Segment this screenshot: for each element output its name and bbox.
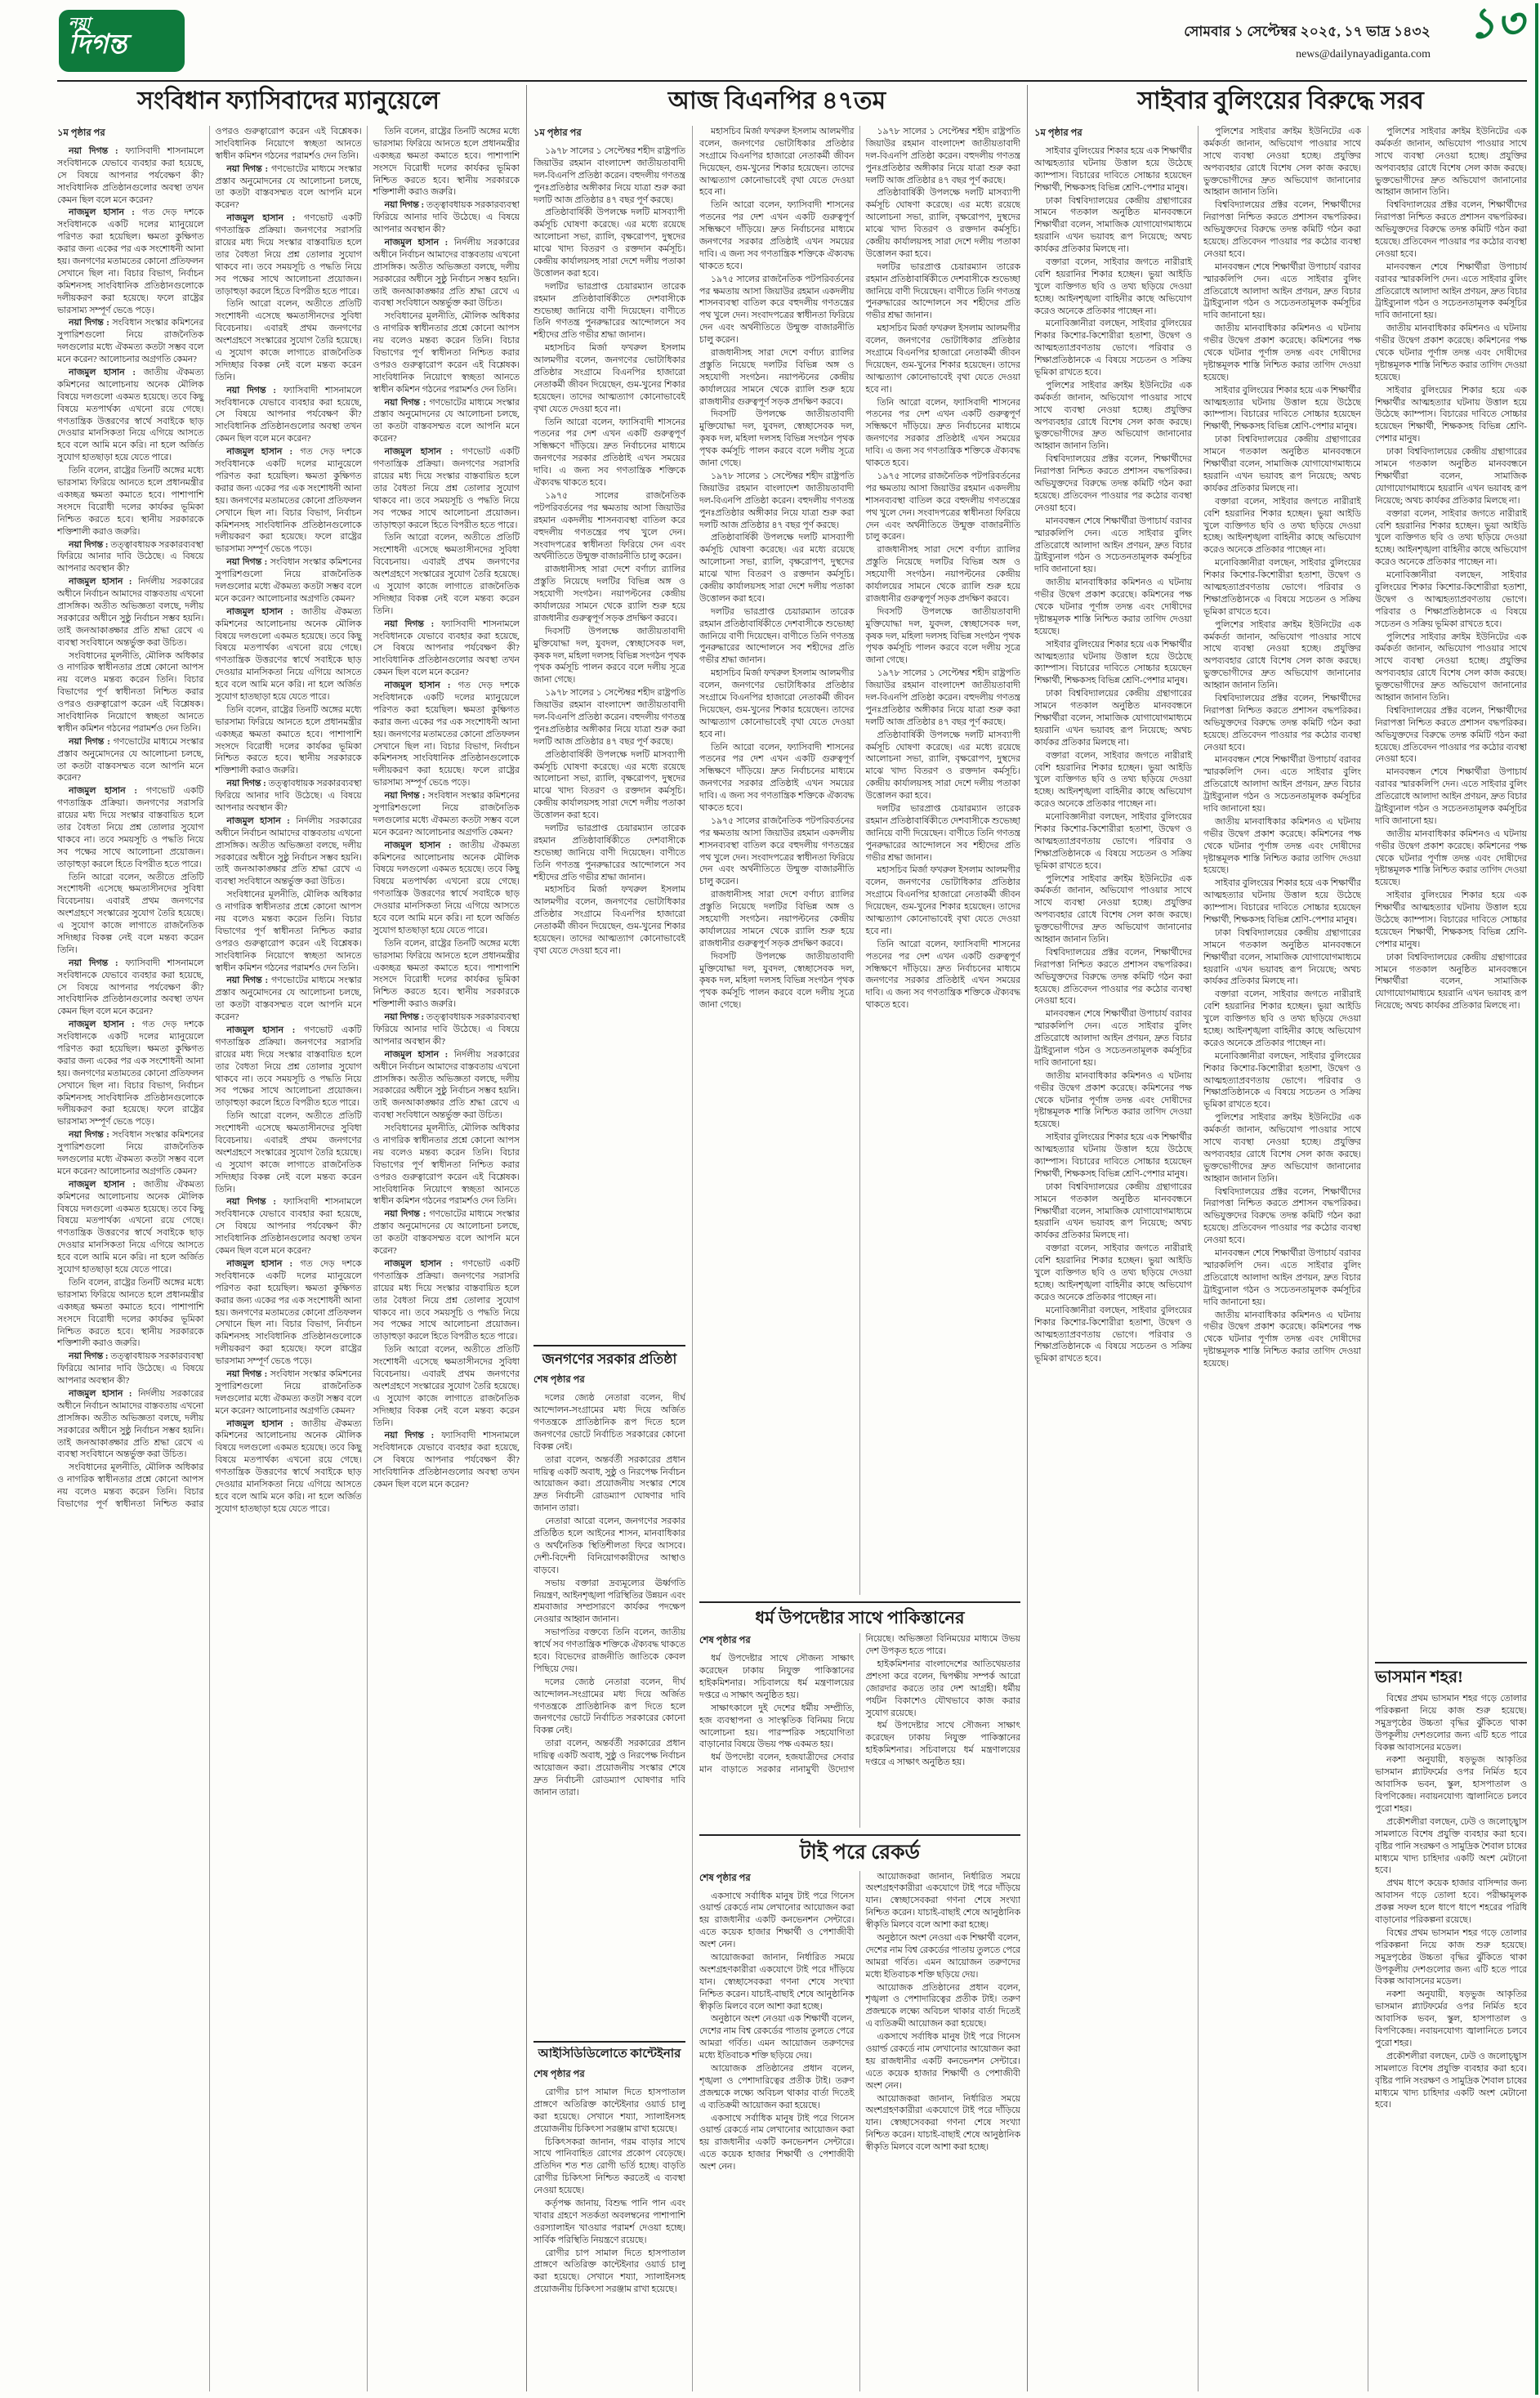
- constitution-text: [57, 126, 520, 1516]
- paragraph: নাজমুল হাসান : জাতীয় ঐকমত্য কমিশনের আলোচনায় অনেক মৌলিক বিষয়ে দলগুলো একমত হয়েছে। তবে কিছু বিষয়ে মতপার্থক্য এখনো রয়ে গেছে। গণতান্ত্রিক উত্তরণের স্বার্থে সবাইকে ছাড় দেওয়ার মানসিকতা নিয়ে এগিয়ে আসতে হবে বলে আমি মনে করি। না হলে অর্জিত সুযোগ হাতছাড়া হয়ে যেতে পারে।: [215, 606, 362, 702]
- paragraph: ঢাকা বিশ্ববিদ্যালয়ের কেন্দ্রীয় গ্রন্থাগারের সামনে গতকাল অনুষ্ঠিত মানববন্ধনে শিক্ষার্থীরা বলেন, সামাজিক যোগাযোগমাধ্যমে হয়রানি এখন ভয়াবহ রূপ নিয়েছে; অথচ কার্যকর প্রতিকার মিলছে না।: [1203, 927, 1361, 987]
- article-floating-city: [1375, 1662, 1527, 2391]
- speaker-label: নয়া দিগন্ত :: [69, 736, 114, 747]
- paragraph: দিবসটি উপলক্ষে জাতীয়তাবাদী মুক্তিযোদ্ধা দল, যুবদল, স্বেচ্ছাসেবক দল, কৃষক দল, মহিলা দলসহ বিভিন্ন সংগঠন পৃথক পৃথক কর্মসূচি পালন করবে বলে দলীয় সূত্রে জানা গেছে।: [699, 409, 855, 469]
- paragraph: দলটির ভারপ্রাপ্ত চেয়ারম্যান তারেক রহমান প্রতিষ্ঠাবার্ষিকীতে দেশবাসীকে শুভেচ্ছা জানিয়ে বাণী দিয়েছেন। বাণীতে তিনি গণতন্ত্র পুনরুদ্ধারের আন্দোলনে সব শহীদের প্রতি গভীর শ্রদ্ধা জানান।: [533, 281, 685, 341]
- paragraph: নয়া দিগন্ত : ফ্যাসিবাদী শাসনামলে সংবিধানকে যেভাবে ব্যবহার করা হয়েছে, সে বিষয়ে আপনার পর্যবেক্ষণ কী? সাংবিধানিক প্রতিষ্ঠানগুলোর অবস্থা তখন কেমন ছিল বলে মনে করেন?: [373, 618, 520, 678]
- paragraph: মানববন্ধন শেষে শিক্ষার্থীরা উপাচার্য বরাবর স্মারকলিপি দেন। এতে সাইবার বুলিং প্রতিরোধে আলাদা আইন প্রণয়ন, দ্রুত বিচার ট্রাইব্যুনাল গঠন ও সচেতনতামূলক কর্মসূচির দাবি জানানো হয়।: [1203, 755, 1361, 814]
- right-columns-1-2: [1034, 126, 1361, 2391]
- paragraph: পুলিশের সাইবার ক্রাইম ইউনিটের এক কর্মকর্তা জানান, অভিযোগ পাওয়ার সাথে সাথে ব্যবস্থা নেওয়া হচ্ছে। প্রযুক্তির অপব্যবহার রোধে বিশেষ সেল কাজ করছে। ভুক্তভোগীদের দ্রুত অভিযোগ জানানোর আহ্বান জানান তিনি।: [1375, 632, 1527, 703]
- paragraph: নয়া দিগন্ত : তত্ত্বাবধায়ক সরকারব্যবস্থা ফিরিয়ে আনার দাবি উঠেছে। এ বিষয়ে আপনার অবস্থান কী?: [215, 779, 362, 813]
- paragraph: তিনি আরো বলেন, ফ্যাসিবাদী শাসনের পতনের পর দেশ এখন একটি গুরুত্বপূর্ণ সন্ধিক্ষণে দাঁড়িয়ে। দ্রুত নির্বাচনের মাধ্যমে জনগণের সরকার প্রতিষ্ঠাই এখন সময়ের দাবি। এ জন্য সব গণতান্ত্রিক শক্তিকে ঐক্যবদ্ধ থাকতে হবে।: [699, 742, 855, 813]
- floating-city-body: [1375, 1693, 1527, 2391]
- continued-from-notice: শেষ পৃষ্ঠার পর: [699, 1873, 751, 1883]
- speaker-label: নাজমুল হাসান :: [69, 368, 144, 378]
- paragraph: মানববন্ধন শেষে শিক্ষার্থীরা উপাচার্য বরাবর স্মারকলিপি দেন। এতে সাইবার বুলিং প্রতিরোধে আলাদা আইন প্রণয়ন, দ্রুত বিচার ট্রাইব্যুনাল গঠন ও সচেতনতামূলক কর্মসূচির দাবি জানানো হয়।: [1375, 261, 1527, 321]
- article-tie-record: [699, 1834, 1020, 2391]
- speaker-label: নয়া দিগন্ত :: [384, 200, 426, 211]
- paragraph: নয়া দিগন্ত : ফ্যাসিবাদী শাসনামলে সংবিধানকে যেভাবে ব্যবহার করা হয়েছে, সে বিষয়ে আপনার পর্যবেক্ষণ কী? সাংবিধানিক প্রতিষ্ঠানগুলোর অবস্থা তখন কেমন ছিল বলে মনে করেন?: [57, 958, 204, 1017]
- speaker-label: নয়া দিগন্ত :: [69, 1130, 113, 1141]
- paragraph: নয়া দিগন্ত : ফ্যাসিবাদী শাসনামলে সংবিধানকে যেভাবে ব্যবহার করা হয়েছে, সে বিষয়ে আপনার পর্যবেক্ষণ কী? সাংবিধানিক প্রতিষ্ঠানগুলোর অবস্থা তখন কেমন ছিল বলে মনে করেন?: [373, 1431, 520, 1489]
- continued-from-notice: ১ম পৃষ্ঠার পর: [533, 128, 582, 138]
- paragraph: তিনি আরো বলেন, ফ্যাসিবাদী শাসনের পতনের পর দেশ এখন একটি গুরুত্বপূর্ণ সন্ধিক্ষণে দাঁড়িয়ে। দ্রুত নির্বাচনের মাধ্যমে জনগণের সরকার প্রতিষ্ঠাই এখন সময়ের দাবি। এ জন্য সব গণতান্ত্রিক শক্তিকে ঐক্যবদ্ধ থাকতে হবে।: [533, 417, 685, 489]
- logo-text-bottom: দিগন্ত: [69, 30, 127, 60]
- paragraph: ১৯৭৮ সালের ১ সেপ্টেম্বর শহীদ রাষ্ট্রপতি জিয়াউর রহমান বাংলাদেশ জাতীয়তাবাদী দল-বিএনপি প্রতিষ্ঠা করেন। বহুদলীয় গণতন্ত্র পুনঃপ্রতিষ্ঠার অঙ্গীকার নিয়ে যাত্রা শুরু করা দলটি আজ প্রতিষ্ঠার ৪৭ বছর পূর্ণ করছে।: [533, 688, 685, 747]
- paragraph: প্রতিষ্ঠাবার্ষিকী উপলক্ষে দলটি মাসব্যাপী কর্মসূচি ঘোষণা করেছে। এর মধ্যে রয়েছে আলোচনা সভা, র‌্যালি, বৃক্ষরোপণ, দুস্থদের মাঝে খাদ্য বিতরণ ও রক্তদান কর্মসূচি। কেন্দ্রীয় কার্যালয়সহ সারা দেশে দলীয় পতাকা উত্তোলন করা হবে।: [865, 730, 1020, 802]
- paragraph: মনোবিজ্ঞানীরা বলছেন, সাইবার বুলিংয়ের শিকার কিশোর-কিশোরীরা হতাশা, উদ্বেগ ও আত্মহত্যাপ্রবণতায় ভোগে। পরিবার ও শিক্ষাপ্রতিষ্ঠানকে এ বিষয়ে সচেতন ও সক্রিয় ভূমিকা রাখতে হবে।: [1034, 812, 1192, 871]
- continued-from-notice: শেষ পৃষ্ঠার পর: [533, 2070, 585, 2079]
- paragraph: হাইকমিশনার বাংলাদেশের আতিথেয়তার প্রশংসা করে বলেন, দ্বিপক্ষীয় সম্পর্ক আরো জোরদার করতে তার দেশ আগ্রহী। ধর্মীয় পর্যটন বিকাশেও যৌথভাবে কাজ করার সুযোগ রয়েছে।: [865, 1659, 1020, 1718]
- cyber-body-col3: [1375, 126, 1527, 1655]
- page-edge-bar: [1535, 3, 1538, 2395]
- speaker-label: নয়া দিগন্ত :: [69, 318, 113, 328]
- paragraph: প্রথম ধাপে কয়েক হাজার বাসিন্দার জন্য আবাসন গড়ে তোলা হবে। পরীক্ষামূলক প্রকল্প সফল হলে ধাপে ধাপে শহরের পরিধি বাড়ানোর পরিকল্পনা রয়েছে।: [1375, 1878, 1527, 1926]
- paragraph: সাইবার বুলিংয়ের শিকার হয়ে এক শিক্ষার্থীর আত্মহত্যার ঘটনায় উত্তাল হয়ে উঠেছে ক্যাম্পাস। বিচারের দাবিতে সোচ্চার হয়েছেন শিক্ষার্থী, শিক্ষকসহ বিভিন্ন শ্রেণি-পেশার মানুষ।: [1375, 891, 1527, 949]
- paragraph: নাজমুল হাসান : নির্দলীয় সরকারের অধীনে নির্বাচন আমাদের বাস্তবতায় এখনো প্রাসঙ্গিক। অতীত অভিজ্ঞতা বলছে, দলীয় সরকারের অধীনে সুষ্ঠু নির্বাচন সম্ভব হয়নি। তাই জনআকাঙ্ক্ষার প্রতি শ্রদ্ধা রেখে এ ব্যবস্থা সংবিধানে অন্তর্ভুক্ত করা উচিত।: [373, 238, 520, 309]
- paragraph: নাজমুল হাসান : নির্দলীয় সরকারের অধীনে নির্বাচন আমাদের বাস্তবতায় এখনো প্রাসঙ্গিক। অতীত অভিজ্ঞতা বলছে, দলীয় সরকারের অধীনে সুষ্ঠু নির্বাচন সম্ভব হয়নি। তাই জনআকাঙ্ক্ষার প্রতি শ্রদ্ধা রেখে এ ব্যবস্থা সংবিধানে অন্তর্ভুক্ত করা উচিত।: [373, 1049, 520, 1121]
- paragraph: নয়া দিগন্ত : সংবিধান সংস্কার কমিশনের সুপারিশগুলো নিয়ে রাজনৈতিক দলগুলোর মধ্যে ঐকমত্য কতটা সম্ভব বলে মনে করেন? আলোচনার অগ্রগতি কেমন?: [215, 1369, 362, 1416]
- paragraph: রোগীর চাপ সামাল দিতে হাসপাতাল প্রাঙ্গণে অতিরিক্ত কান্টেইনার ওয়ার্ড চালু করা হয়েছে। সেখানে শয্যা, স্যালাইনসহ প্রয়োজনীয় চিকিৎসা সরঞ্জাম রাখা হয়েছে।: [533, 2088, 685, 2134]
- paragraph: মনোবিজ্ঞানীরা বলছেন, সাইবার বুলিংয়ের শিকার কিশোর-কিশোরীরা হতাশা, উদ্বেগ ও আত্মহত্যাপ্রবণতায় ভোগে। পরিবার ও শিক্ষাপ্রতিষ্ঠানকে এ বিষয়ে সচেতন ও সক্রিয় ভূমিকা রাখতে হবে।: [1034, 319, 1192, 378]
- paragraph: তিনি আরো বলেন, অতীতে প্রতিটি সংশোধনী এসেছে ক্ষমতাসীনদের সুবিধা বিবেচনায়। এবারই প্রথম জনগণের অংশগ্রহণে সংস্কারের সুযোগ তৈরি হয়েছে। এ সুযোগ কাজে লাগাতে রাজনৈতিক সদিচ্ছার বিকল্প নেই বলে মন্তব্য করেন তিনি।: [373, 533, 520, 616]
- paragraph: অনুষ্ঠানে অংশ নেওয়া এক শিক্ষার্থী বলেন, দেশের নাম বিশ্ব রেকর্ডের পাতায় তুলতে পেরে আমরা গর্বিত। এমন আয়োজন তরুণদের মধ্যে ইতিবাচক শক্তি ছড়িয়ে দেয়।: [865, 1932, 1020, 1980]
- paragraph: ঢাকা বিশ্ববিদ্যালয়ের কেন্দ্রীয় গ্রন্থাগারের সামনে গতকাল অনুষ্ঠিত মানববন্ধনে শিক্ষার্থীরা বলেন, সামাজিক যোগাযোগমাধ্যমে হয়রানি এখন ভয়াবহ রূপ নিয়েছে; অথচ কার্যকর প্রতিকার মিলছে না।: [1203, 435, 1361, 493]
- speaker-label: নয়া দিগন্ত :: [226, 976, 272, 986]
- paragraph: মনোবিজ্ঞানীরা বলছেন, সাইবার বুলিংয়ের শিকার কিশোর-কিশোরীরা হতাশা, উদ্বেগ ও আত্মহত্যাপ্রবণতায় ভোগে। পরিবার ও শিক্ষাপ্রতিষ্ঠানকে এ বিষয়ে সচেতন ও সক্রিয় ভূমিকা রাখতে হবে।: [1203, 558, 1361, 617]
- headline-tie-record: টাই পরে রেকর্ড: [800, 1842, 920, 1864]
- paragraph: নাজমুল হাসান : নির্দলীয় সরকারের অধীনে নির্বাচন আমাদের বাস্তবতায় এখনো প্রাসঙ্গিক। অতীত অভিজ্ঞতা বলছে, দলীয় সরকারের অধীনে সুষ্ঠু নির্বাচন সম্ভব হয়নি। তাই জনআকাঙ্ক্ষার প্রতি শ্রদ্ধা রেখে এ ব্যবস্থা সংবিধানে অন্তর্ভুক্ত করা উচিত।: [215, 815, 362, 887]
- paragraph: তিনি আরো বলেন, ফ্যাসিবাদী শাসনের পতনের পর দেশ এখন একটি গুরুত্বপূর্ণ সন্ধিক্ষণে দাঁড়িয়ে। দ্রুত নির্বাচনের মাধ্যমে জনগণের সরকার প্রতিষ্ঠাই এখন সময়ের দাবি। এ জন্য সব গণতান্ত্রিক শক্তিকে ঐক্যবদ্ধ থাকতে হবে।: [699, 200, 855, 271]
- middle-column-1: [533, 126, 685, 2391]
- headline-cyber-bullying: সাইবার বুলিংয়ের বিরুদ্ধে সরব: [1137, 87, 1424, 114]
- section-divider: [526, 85, 527, 2391]
- religion-pakistan-body: [699, 1633, 1020, 1828]
- article-peoples-govt: [533, 1345, 685, 2034]
- paragraph: বক্তারা বলেন, সাইবার জগতে নারীরাই বেশি হয়রানির শিকার হচ্ছেন। ভুয়া আইডি খুলে ব্যক্তিগত ছবি ও তথ্য ছড়িয়ে দেওয়া হচ্ছে। আইনশৃঙ্খলা বাহিনীর কাছে অভিযোগ করেও অনেকে প্রতিকার পাচ্ছেন না।: [1034, 1244, 1192, 1302]
- paragraph: নয়া দিগন্ত : গণভোটের মাধ্যমে সংস্কার প্রস্তাব অনুমোদনের যে আলোচনা চলছে, তা কতটা বাস্তবসম্মত বলে আপনি মনে করেন?: [373, 397, 520, 444]
- paragraph: বিশ্ববিদ্যালয়ের প্রক্টর বলেন, শিক্ষার্থীদের নিরাপত্তা নিশ্চিত করতে প্রশাসন বদ্ধপরিকর। অভিযুক্তদের বিরুদ্ধে তদন্ত কমিটি গঠন করা হয়েছে। প্রতিবেদন পাওয়ার পর কঠোর ব্যবস্থা নেওয়া হবে।: [1034, 947, 1192, 1007]
- paragraph: নাজমুল হাসান : জাতীয় ঐকমত্য কমিশনের আলোচনায় অনেক মৌলিক বিষয়ে দলগুলো একমত হয়েছে। তবে কিছু বিষয়ে মতপার্থক্য এখনো রয়ে গেছে। গণতান্ত্রিক উত্তরণের স্বার্থে সবাইকে ছাড় দেওয়ার মানসিকতা নিয়ে এগিয়ে আসতে হবে বলে আমি মনে করি। না হলে অর্জিত সুযোগ হাতছাড়া হয়ে যেতে পারে।: [215, 1418, 362, 1514]
- section-divider: [1027, 85, 1028, 2391]
- continued-from-notice: ১ম পৃষ্ঠার পর: [1034, 128, 1082, 138]
- paragraph: আয়োজকরা জানান, নির্ধারিত সময়ে অংশগ্রহণকারীরা একযোগে টাই পরে দাঁড়িয়ে যান। স্বেচ্ছাসেবকরা গণনা শেষে সংখ্যা নিশ্চিত করেন। যাচাই-বাছাই শেষে আনুষ্ঠানিক স্বীকৃতি মিলবে বলে আশা করা হচ্ছে।: [699, 1952, 855, 2012]
- paragraph: ধর্ম উপদেষ্টা বলেন, হজযাত্রীদের সেবার মান বাড়াতে সরকার নানামুখী উদ্যোগ নিয়েছে। অভিজ্ঞতা বিনিময়ের মাধ্যমে উভয় দেশ উপকৃত হতে পারে।: [699, 1634, 1020, 1775]
- speaker-label: নাজমুল হাসান :: [384, 1258, 462, 1269]
- paragraph: মনোবিজ্ঞানীরা বলছেন, সাইবার বুলিংয়ের শিকার কিশোর-কিশোরীরা হতাশা, উদ্বেগ ও আত্মহত্যাপ্রবণতায় ভোগে। পরিবার ও শিক্ষাপ্রতিষ্ঠানকে এ বিষয়ে সচেতন ও সক্রিয় ভূমিকা রাখতে হবে।: [1203, 1051, 1361, 1110]
- speaker-label: নয়া দিগন্ত :: [226, 557, 270, 568]
- paragraph: বিশ্ববিদ্যালয়ের প্রক্টর বলেন, শিক্ষার্থীদের নিরাপত্তা নিশ্চিত করতে প্রশাসন বদ্ধপরিকর। অভিযুক্তদের বিরুদ্ধে তদন্ত কমিটি গঠন করা হয়েছে। প্রতিবেদন পাওয়ার পর কঠোর ব্যবস্থা নেওয়া হবে।: [1034, 454, 1192, 513]
- paragraph: সাইবার বুলিংয়ের শিকার হয়ে এক শিক্ষার্থীর আত্মহত্যার ঘটনায় উত্তাল হয়ে উঠেছে ক্যাম্পাস। বিচারের দাবিতে সোচ্চার হয়েছেন শিক্ষার্থী, শিক্ষকসহ বিভিন্ন শ্রেণি-পেশার মানুষ।: [1034, 1132, 1192, 1179]
- speaker-label: নয়া দিগন্ত :: [384, 791, 429, 802]
- paragraph: আয়োজকরা জানান, নির্ধারিত সময়ে অংশগ্রহণকারীরা একযোগে টাই পরে দাঁড়িয়ে যান। স্বেচ্ছাসেবকরা গণনা শেষে সংখ্যা নিশ্চিত করেন। যাচাই-বাছাই শেষে আনুষ্ঠানিক স্বীকৃতি মিলবে বলে আশা করা হচ্ছে।: [865, 2093, 1020, 2153]
- middle-columns: [533, 126, 1020, 2391]
- cyber-text: [1375, 126, 1527, 1012]
- religion-pakistan-text: [699, 1633, 1020, 1776]
- speaker-label: নাজমুল হাসান :: [69, 1388, 139, 1399]
- paragraph: পুলিশের সাইবার ক্রাইম ইউনিটের এক কর্মকর্তা জানান, অভিযোগ পাওয়ার সাথে সাথে ব্যবস্থা নেওয়া হচ্ছে। প্রযুক্তির অপব্যবহার রোধে বিশেষ সেল কাজ করছে। ভুক্তভোগীদের দ্রুত অভিযোগ জানানোর আহ্বান জানান তিনি।: [1203, 619, 1361, 691]
- paragraph: নকশা অনুযায়ী, ষড়ভুজ আকৃতির ভাসমান প্ল্যাটফর্মের ওপর নির্মিত হবে আবাসিক ভবন, স্কুল, হাসপাতাল ও বিপণিকেন্দ্র। নবায়নযোগ্য জ্বালানিতে চলবে পুরো শহর।: [1375, 1755, 1527, 1815]
- speaker-label: নয়া দিগন্ত :: [384, 618, 442, 629]
- paragraph: সাইবার বুলিংয়ের শিকার হয়ে এক শিক্ষার্থীর আত্মহত্যার ঘটনায় উত্তাল হয়ে উঠেছে ক্যাম্পাস। বিচারের দাবিতে সোচ্চার হয়েছেন শিক্ষার্থী, শিক্ষকসহ বিভিন্ন শ্রেণি-পেশার মানুষ।: [1203, 878, 1361, 925]
- paragraph: তিনি আরো বলেন, অতীতে প্রতিটি সংশোধনী এসেছে ক্ষমতাসীনদের সুবিধা বিবেচনায়। এবারই প্রথম জনগণের অংশগ্রহণে সংস্কারের সুযোগ তৈরি হয়েছে। এ সুযোগ কাজে লাগাতে রাজনৈতিক সদিচ্ছার বিকল্প নেই বলে মন্তব্য করেন তিনি।: [57, 872, 204, 955]
- speaker-label: নাজমুল হাসান :: [69, 577, 139, 587]
- paragraph: দলটির ভারপ্রাপ্ত চেয়ারম্যান তারেক রহমান প্রতিষ্ঠাবার্ষিকীতে দেশবাসীকে শুভেচ্ছা জানিয়ে বাণী দিয়েছেন। বাণীতে তিনি গণতন্ত্র পুনরুদ্ধারের আন্দোলনে সব শহীদের প্রতি গভীর শ্রদ্ধা জানান।: [865, 803, 1020, 863]
- paragraph: তিনি বলেন, রাষ্ট্রের তিনটি অঙ্গের মধ্যে ভারসাম্য ফিরিয়ে আনতে হলে প্রধানমন্ত্রীর একচ্ছত্র ক্ষমতা কমাতে হবে। পাশাপাশি সংসদে বিরোধী দলের কার্যকর ভূমিকা নিশ্চিত করতে হবে। স্থানীয় সরকারকে শক্তিশালী করাও জরুরি।: [373, 127, 520, 198]
- paragraph: প্রতিষ্ঠাবার্ষিকী উপলক্ষে দলটি মাসব্যাপী কর্মসূচি ঘোষণা করেছে। এর মধ্যে রয়েছে আলোচনা সভা, র‌্যালি, বৃক্ষরোপণ, দুস্থদের মাঝে খাদ্য বিতরণ ও রক্তদান কর্মসূচি। কেন্দ্রীয় কার্যালয়সহ সারা দেশে দলীয় পতাকা উত্তোলন করা হবে।: [533, 749, 685, 821]
- paragraph: পুলিশের সাইবার ক্রাইম ইউনিটের এক কর্মকর্তা জানান, অভিযোগ পাওয়ার সাথে সাথে ব্যবস্থা নেওয়া হচ্ছে। প্রযুক্তির অপব্যবহার রোধে বিশেষ সেল কাজ করছে। ভুক্তভোগীদের দ্রুত অভিযোগ জানানোর আহ্বান জানান তিনি।: [1203, 127, 1361, 198]
- paragraph: অনুষ্ঠানে অংশ নেওয়া এক শিক্ষার্থী বলেন, দেশের নাম বিশ্ব রেকর্ডের পাতায় তুলতে পেরে আমরা গর্বিত। এমন আয়োজন তরুণদের মধ্যে ইতিবাচক শক্তি ছড়িয়ে দেয়।: [699, 2014, 855, 2061]
- paragraph: জাতীয় মানবাধিকার কমিশনও এ ঘটনায় গভীর উদ্বেগ প্রকাশ করেছে। কমিশনের পক্ষ থেকে ঘটনার পূর্ণাঙ্গ তদন্ত এবং দোষীদের দৃষ্টান্তমূলক শাস্তি নিশ্চিত করার তাগিদ দেওয়া হয়েছে।: [1375, 828, 1527, 888]
- cyber-text: [1034, 126, 1361, 1370]
- paragraph: নাজমুল হাসান : জাতীয় ঐকমত্য কমিশনের আলোচনায় অনেক মৌলিক বিষয়ে দলগুলো একমত হয়েছে। তবে কিছু বিষয়ে মতপার্থক্য এখনো রয়ে গেছে। গণতান্ত্রিক উত্তরণের স্বার্থে সবাইকে ছাড় দেওয়ার মানসিকতা নিয়ে এগিয়ে আসতে হবে বলে আমি মনে করি। না হলে অর্জিত সুযোগ হাতছাড়া হয়ে যেতে পারে।: [57, 1179, 204, 1275]
- paragraph: মহাসচিব মির্জা ফখরুল ইসলাম আলমগীর বলেন, জনগণের ভোটাধিকার প্রতিষ্ঠার সংগ্রামে বিএনপির হাজারো নেতাকর্মী জীবন দিয়েছেন, গুম-খুনের শিকার হয়েছেন। তাদের আত্মত্যাগ কোনোভাবেই বৃথা যেতে দেওয়া হবে না।: [699, 127, 855, 198]
- paragraph: সংবিধানের মূলনীতি, মৌলিক অধিকার ও নাগরিক স্বাধীনতার প্রশ্নে কোনো আপস নয় বলেও মন্তব্য করেন তিনি। বিচার বিভাগের পূর্ণ স্বাধীনতা নিশ্চিত করার ওপরও গুরুত্বারোপ করেন এই বিশ্লেষক। সাংবিধানিক নিয়োগে স্বচ্ছতা আনতে স্বাধীন কমিশন গঠনের পরামর্শও দেন তিনি।: [57, 650, 204, 734]
- paragraph: দিবসটি উপলক্ষে জাতীয়তাবাদী মুক্তিযোদ্ধা দল, যুবদল, স্বেচ্ছাসেবক দল, কৃষক দল, মহিলা দলসহ বিভিন্ন সংগঠন পৃথক পৃথক কর্মসূচি পালন করবে বলে দলীয় সূত্রে জানা গেছে।: [533, 626, 685, 685]
- paragraph: নাজমুল হাসান : গণভোট একটি গণতান্ত্রিক প্রক্রিয়া। জনগণের সরাসরি রায়ের মধ্য দিয়ে সংস্কার বাস্তবায়িত হলে তার বৈধতা নিয়ে প্রশ্ন তোলার সুযোগ থাকবে না। তবে সময়সূচি ও পদ্ধতি নিয়ে সব পক্ষের সাথে আলোচনা প্রয়োজন। তাড়াহুড়া করলে হিতে বিপরীত হতে পারে।: [373, 447, 520, 530]
- paragraph: তিনি আরো বলেন, অতীতে প্রতিটি সংশোধনী এসেছে ক্ষমতাসীনদের সুবিধা বিবেচনায়। এবারই প্রথম জনগণের অংশগ্রহণে সংস্কারের সুযোগ তৈরি হয়েছে। এ সুযোগ কাজে লাগাতে রাজনৈতিক সদিচ্ছার বিকল্প নেই বলে মন্তব্য করেন তিনি।: [215, 299, 362, 382]
- contact-email: news@dailynayadiganta.com: [1296, 48, 1431, 60]
- paragraph: ঢাকা বিশ্ববিদ্যালয়ের কেন্দ্রীয় গ্রন্থাগারের সামনে গতকাল অনুষ্ঠিত মানববন্ধনে শিক্ষার্থীরা বলেন, সামাজিক যোগাযোগমাধ্যমে হয়রানি এখন ভয়াবহ রূপ নিয়েছে; অথচ কার্যকর প্রতিকার মিলছে না।: [1034, 195, 1192, 255]
- paragraph: দলের জ্যেষ্ঠ নেতারা বলেন, দীর্ঘ আন্দোলন-সংগ্রামের মধ্য দিয়ে অর্জিত গণতন্ত্রকে প্রাতিষ্ঠানিক রূপ দিতে হলে জনগণের ভোটে নির্বাচিত সরকারের কোনো বিকল্প নেই।: [533, 1677, 685, 1736]
- paragraph: তারা বলেন, অন্তর্বর্তী সরকারের প্রধান দায়িত্ব একটি অবাধ, সুষ্ঠু ও নিরপেক্ষ নির্বাচন আয়োজন করা। প্রয়োজনীয় সংস্কার শেষে দ্রুত নির্বাচনী রোডম্যাপ ঘোষণার দাবি জানান তারা।: [533, 1454, 685, 1514]
- paragraph: নয়া দিগন্ত : তত্ত্বাবধায়ক সরকারব্যবস্থা ফিরিয়ে আনার দাবি উঠেছে। এ বিষয়ে আপনার অবস্থান কী?: [373, 200, 520, 235]
- paragraph: বিশ্বের প্রথম ভাসমান শহর গড়ে তোলার পরিকল্পনা নিয়ে কাজ শুরু হয়েছে। সমুদ্রপৃষ্ঠের উচ্চতা বৃদ্ধির ঝুঁকিতে থাকা উপকূলীয় দেশগুলোর জন্য এটি হতে পারে বিকল্প আবাসনের মডেল।: [1375, 1927, 1527, 1987]
- paragraph: বিশ্ববিদ্যালয়ের প্রক্টর বলেন, শিক্ষার্থীদের নিরাপত্তা নিশ্চিত করতে প্রশাসন বদ্ধপরিকর। অভিযুক্তদের বিরুদ্ধে তদন্ত কমিটি গঠন করা হয়েছে। প্রতিবেদন পাওয়ার পর কঠোর ব্যবস্থা নেওয়া হবে।: [1203, 1186, 1361, 1246]
- paragraph: মানববন্ধন শেষে শিক্ষার্থীরা উপাচার্য বরাবর স্মারকলিপি দেন। এতে সাইবার বুলিং প্রতিরোধে আলাদা আইন প্রণয়ন, দ্রুত বিচার ট্রাইব্যুনাল গঠন ও সচেতনতামূলক কর্মসূচির দাবি জানানো হয়।: [1034, 516, 1192, 575]
- continued-from-notice: শেষ পৃষ্ঠার পর: [699, 1636, 751, 1646]
- paragraph: নয়া দিগন্ত : গণভোটের মাধ্যমে সংস্কার প্রস্তাব অনুমোদনের যে আলোচনা চলছে, তা কতটা বাস্তবসম্মত বলে আপনি মনে করেন?: [57, 736, 204, 784]
- paragraph: সাইবার বুলিংয়ের শিকার হয়ে এক শিক্ষার্থীর আত্মহত্যার ঘটনায় উত্তাল হয়ে উঠেছে ক্যাম্পাস। বিচারের দাবিতে সোচ্চার হয়েছেন শিক্ষার্থী, শিক্ষকসহ বিভিন্ন শ্রেণি-পেশার মানুষ।: [1203, 385, 1361, 432]
- dateline: সোমবার ১ সেপ্টেম্বর ২০২৫, ১৭ ভাদ্র ১৪৩২: [1184, 24, 1431, 39]
- paragraph: সাইবার বুলিংয়ের শিকার হয়ে এক শিক্ষার্থীর আত্মহত্যার ঘটনায় উত্তাল হয়ে উঠেছে ক্যাম্পাস। বিচারের দাবিতে সোচ্চার হয়েছেন শিক্ষার্থী, শিক্ষকসহ বিভিন্ন শ্রেণি-পেশার মানুষ।: [1034, 146, 1192, 193]
- masthead: [57, 1, 1527, 78]
- speaker-label: নাজমুল হাসান :: [226, 1258, 301, 1269]
- speaker-label: নয়া দিগন্ত :: [226, 385, 283, 395]
- paragraph: নয়া দিগন্ত : গণভোটের মাধ্যমে সংস্কার প্রস্তাব অনুমোদনের যে আলোচনা চলছে, তা কতটা বাস্তবসম্মত বলে আপনি মনে করেন?: [215, 163, 362, 211]
- speaker-label: নয়া দিগন্ত :: [384, 1012, 426, 1023]
- speaker-label: নাজমুল হাসান :: [69, 1020, 143, 1030]
- paragraph: নাজমুল হাসান : গণভোট একটি গণতান্ত্রিক প্রক্রিয়া। জনগণের সরাসরি রায়ের মধ্য দিয়ে সংস্কার বাস্তবায়িত হলে তার বৈধতা নিয়ে প্রশ্ন তোলার সুযোগ থাকবে না। তবে সময়সূচি ও পদ্ধতি নিয়ে সব পক্ষের সাথে আলোচনা প্রয়োজন। তাড়াহুড়া করলে হিতে বিপরীত হতে পারে।: [215, 213, 362, 297]
- paragraph: প্রতিষ্ঠাবার্ষিকী উপলক্ষে দলটি মাসব্যাপী কর্মসূচি ঘোষণা করেছে। এর মধ্যে রয়েছে আলোচনা সভা, র‌্যালি, বৃক্ষরোপণ, দুস্থদের মাঝে খাদ্য বিতরণ ও রক্তদান কর্মসূচি। কেন্দ্রীয় কার্যালয়সহ সারা দেশে দলীয় পতাকা উত্তোলন করা হবে।: [699, 533, 855, 604]
- paragraph: আয়োজক প্রতিষ্ঠানের প্রধান বলেন, শৃঙ্খলা ও পেশাদারিত্বের প্রতীক টাই। তরুণ প্রজন্মকে লক্ষ্যে অবিচল থাকার বার্তা দিতেই এ ব্যতিক্রমী আয়োজন করা হয়েছে।: [865, 1982, 1020, 2030]
- paragraph: নাজমুল হাসান : গত দেড় দশকে সংবিধানকে একটি দলের ম্যানুয়েলে পরিণত করা হয়েছিল। ক্ষমতা কুক্ষিগত করার জন্য একের পর এক সংশোধনী আনা হয়। জনগণের মতামতের কোনো প্রতিফলন সেখানে ছিল না। বিচার বিভাগ, নির্বাচন কমিশনসহ সাংবিধানিক প্রতিষ্ঠানগুলোকে দলীয়করণ করা হয়েছে। ফলে রাষ্ট্রের ভারসাম্য সম্পূর্ণ ভেঙে পড়ে।: [57, 1020, 204, 1128]
- speaker-label: নাজমুল হাসান :: [384, 681, 458, 691]
- paragraph: নাজমুল হাসান : জাতীয় ঐকমত্য কমিশনের আলোচনায় অনেক মৌলিক বিষয়ে দলগুলো একমত হয়েছে। তবে কিছু বিষয়ে মতপার্থক্য এখনো রয়ে গেছে। গণতান্ত্রিক উত্তরণের স্বার্থে সবাইকে ছাড় দেওয়ার মানসিকতা নিয়ে এগিয়ে আসতে হবে বলে আমি মনে করি। না হলে অর্জিত সুযোগ হাতছাড়া হয়ে যেতে পারে।: [57, 368, 204, 463]
- paragraph: মহাসচিব মির্জা ফখরুল ইসলাম আলমগীর বলেন, জনগণের ভোটাধিকার প্রতিষ্ঠার সংগ্রামে বিএনপির হাজারো নেতাকর্মী জীবন দিয়েছেন, গুম-খুনের শিকার হয়েছেন। তাদের আত্মত্যাগ কোনোভাবেই বৃথা যেতে দেওয়া হবে না।: [865, 324, 1020, 395]
- paragraph: তিনি আরো বলেন, অতীতে প্রতিটি সংশোধনী এসেছে ক্ষমতাসীনদের সুবিধা বিবেচনায়। এবারই প্রথম জনগণের অংশগ্রহণে সংস্কারের সুযোগ তৈরি হয়েছে। এ সুযোগ কাজে লাগাতে রাজনৈতিক সদিচ্ছার বিকল্প নেই বলে মন্তব্য করেন তিনি।: [373, 1345, 520, 1428]
- speaker-label: নয়া দিগন্ত :: [226, 1369, 270, 1379]
- paragraph: জাতীয় মানবাধিকার কমিশনও এ ঘটনায় গভীর উদ্বেগ প্রকাশ করেছে। কমিশনের পক্ষ থেকে ঘটনার পূর্ণাঙ্গ তদন্ত এবং দোষীদের দৃষ্টান্তমূলক শাস্তি নিশ্চিত করার তাগিদ দেওয়া হয়েছে।: [1203, 816, 1361, 876]
- peoples-govt-body: [533, 1373, 685, 2034]
- speaker-label: নাজমুল হাসান :: [384, 238, 454, 248]
- headline-bnp47: আজ বিএনপির ৪৭তম: [667, 87, 886, 114]
- speaker-label: নয়া দিগন্ত :: [384, 1209, 430, 1220]
- paragraph: ঢাকা বিশ্ববিদ্যালয়ের কেন্দ্রীয় গ্রন্থাগারের সামনে গতকাল অনুষ্ঠিত মানববন্ধনে শিক্ষার্থীরা বলেন, সামাজিক যোগাযোগমাধ্যমে হয়রানি এখন ভয়াবহ রূপ নিয়েছে; অথচ কার্যকর প্রতিকার মিলছে না।: [1034, 689, 1192, 748]
- icddr-container-body: [533, 2067, 685, 2391]
- header-divider: [57, 80, 1527, 82]
- paragraph: একসাথে সর্বাধিক মানুষ টাই পরে গিনেস ওয়ার্ল্ড রেকর্ডে নাম লেখানোর আয়োজন করা হয় রাজধানীর একটি কনভেনশন সেন্টারে। এতে কয়েক হাজার শিক্ষার্থী ও পেশাজীবী অংশ নেন।: [865, 2032, 1020, 2091]
- article-icddr-container: [533, 2041, 685, 2391]
- paragraph: আয়োজক প্রতিষ্ঠানের প্রধান বলেন, শৃঙ্খলা ও পেশাদারিত্বের প্রতীক টাই। তরুণ প্রজন্মকে লক্ষ্যে অবিচল থাকার বার্তা দিতেই এ ব্যতিক্রমী আয়োজন করা হয়েছে।: [699, 2063, 855, 2110]
- paragraph: নাজমুল হাসান : গণভোট একটি গণতান্ত্রিক প্রক্রিয়া। জনগণের সরাসরি রায়ের মধ্য দিয়ে সংস্কার বাস্তবায়িত হলে তার বৈধতা নিয়ে প্রশ্ন তোলার সুযোগ থাকবে না। তবে সময়সূচি ও পদ্ধতি নিয়ে সব পক্ষের সাথে আলোচনা প্রয়োজন। তাড়াহুড়া করলে হিতে বিপরীত হতে পারে।: [57, 786, 204, 869]
- paragraph: নয়া দিগন্ত : সংবিধান সংস্কার কমিশনের সুপারিশগুলো নিয়ে রাজনৈতিক দলগুলোর মধ্যে ঐকমত্য কতটা সম্ভব বলে মনে করেন? আলোচনার অগ্রগতি কেমন?: [57, 1130, 204, 1177]
- speaker-label: নয়া দিগন্ত :: [384, 397, 430, 408]
- article-cyber-bullying: [1034, 85, 1527, 2391]
- paragraph: জাতীয় মানবাধিকার কমিশনও এ ঘটনায় গভীর উদ্বেগ প্রকাশ করেছে। কমিশনের পক্ষ থেকে ঘটনার পূর্ণাঙ্গ তদন্ত এবং দোষীদের দৃষ্টান্তমূলক শাস্তি নিশ্চিত করার তাগিদ দেওয়া হয়েছে।: [1203, 1310, 1361, 1369]
- paragraph: কর্তৃপক্ষ জানায়, বিশুদ্ধ পানি পান এবং খাবার গ্রহণে সতর্কতা অবলম্বনের পাশাপাশি ওরস্যালাইন খাওয়ার পরামর্শ দেওয়া হচ্ছে। সার্বিক পরিস্থিতি নিয়ন্ত্রণে রয়েছে।: [533, 2199, 685, 2245]
- right-column-3: [1368, 126, 1527, 2391]
- paragraph: ধর্ম উপদেষ্টার সাথে সৌজন্য সাক্ষাৎ করেছেন ঢাকায় নিযুক্ত পাকিস্তানের হাইকমিশনার। সচিবালয়ে ধর্ম মন্ত্রণালয়ের দপ্তরে এ সাক্ষাৎ অনুষ্ঠিত হয়।: [865, 1721, 1020, 1768]
- paragraph: বক্তারা বলেন, সাইবার জগতে নারীরাই বেশি হয়রানির শিকার হচ্ছেন। ভুয়া আইডি খুলে ব্যক্তিগত ছবি ও তথ্য ছড়িয়ে দেওয়া হচ্ছে। আইনশৃঙ্খলা বাহিনীর কাছে অভিযোগ করেও অনেকে প্রতিকার পাচ্ছেন না।: [1034, 750, 1192, 810]
- paragraph: পুলিশের সাইবার ক্রাইম ইউনিটের এক কর্মকর্তা জানান, অভিযোগ পাওয়ার সাথে সাথে ব্যবস্থা নেওয়া হচ্ছে। প্রযুক্তির অপব্যবহার রোধে বিশেষ সেল কাজ করছে। ভুক্তভোগীদের দ্রুত অভিযোগ জানানোর আহ্বান জানান তিনি।: [1375, 127, 1527, 198]
- paragraph: সভাপতির বক্তব্যে তিনি বলেন, জাতীয় স্বার্থে সব গণতান্ত্রিক শক্তিকে ঐক্যবদ্ধ থাকতে হবে। বিভেদের রাজনীতি জাতিকে কেবল পিছিয়ে দেয়।: [533, 1628, 685, 1674]
- paragraph: একসাথে সর্বাধিক মানুষ টাই পরে গিনেস ওয়ার্ল্ড রেকর্ডে নাম লেখানোর আয়োজন করা হয় রাজধানীর একটি কনভেনশন সেন্টারে। এতে কয়েক হাজার শিক্ষার্থী ও পেশাজীবী অংশ নেন।: [699, 1891, 855, 1950]
- paragraph: তারা বলেন, অন্তর্বর্তী সরকারের প্রধান দায়িত্ব একটি অবাধ, সুষ্ঠু ও নিরপেক্ষ নির্বাচন আয়োজন করা। প্রয়োজনীয় সংস্কার শেষে দ্রুত নির্বাচনী রোডম্যাপ ঘোষণার দাবি জানান তারা।: [533, 1739, 685, 1797]
- paragraph: তিনি বলেন, রাষ্ট্রের তিনটি অঙ্গের মধ্যে ভারসাম্য ফিরিয়ে আনতে হলে প্রধানমন্ত্রীর একচ্ছত্র ক্ষমতা কমাতে হবে। পাশাপাশি সংসদে বিরোধী দলের কার্যকর ভূমিকা নিশ্চিত করতে হবে। স্থানীয় সরকারকে শক্তিশালী করাও জরুরি।: [57, 466, 204, 537]
- peoples-govt-text: [533, 1392, 685, 1798]
- paragraph: মহাসচিব মির্জা ফখরুল ইসলাম আলমগীর বলেন, জনগণের ভোটাধিকার প্রতিষ্ঠার সংগ্রামে বিএনপির হাজারো নেতাকর্মী জীবন দিয়েছেন, গুম-খুনের শিকার হয়েছেন। তাদের আত্মত্যাগ কোনোভাবেই বৃথা যেতে দেওয়া হবে না।: [533, 343, 685, 414]
- header-meta: [1184, 21, 1431, 61]
- speaker-label: নাজমুল হাসান :: [384, 840, 460, 851]
- paragraph: ১৯৭৫ সালের রাজনৈতিক পটপরিবর্তনের পর ক্ষমতায় আসা জিয়াউর রহমান একদলীয় শাসনব্যবস্থা বাতিল করে বহুদলীয় গণতন্ত্রের পথ খুলে দেন। সংবাদপত্রের স্বাধীনতা ফিরিয়ে দেন এবং অর্থনীতিতে উন্মুক্ত বাজারনীতি চালু করেন।: [699, 274, 855, 346]
- paragraph: নকশা অনুযায়ী, ষড়ভুজ আকৃতির ভাসমান প্ল্যাটফর্মের ওপর নির্মিত হবে আবাসিক ভবন, স্কুল, হাসপাতাল ও বিপণিকেন্দ্র। নবায়নযোগ্য জ্বালানিতে চলবে পুরো শহর।: [1375, 1989, 1527, 2048]
- speaker-label: নাজমুল হাসান :: [226, 1025, 305, 1036]
- headline-religion-pakistan: ধর্ম উপদেষ্টার সাথে পাকিস্তানের: [755, 1608, 965, 1628]
- paragraph: রাজধানীসহ সারা দেশে বর্ণাঢ্য র‌্যালির প্রস্তুতি নিয়েছে দলটির বিভিন্ন অঙ্গ ও সহযোগী সংগঠন। নয়াপল্টনের কেন্দ্রীয় কার্যালয়ের সামনে থেকে র‌্যালি শুরু হয়ে রাজধানীর গুরুত্বপূর্ণ সড়ক প্রদক্ষিণ করবে।: [533, 565, 685, 623]
- paragraph: সাইবার বুলিংয়ের শিকার হয়ে এক শিক্ষার্থীর আত্মহত্যার ঘটনায় উত্তাল হয়ে উঠেছে ক্যাম্পাস। বিচারের দাবিতে সোচ্চার হয়েছেন শিক্ষার্থী, শিক্ষকসহ বিভিন্ন শ্রেণি-পেশার মানুষ।: [1034, 639, 1192, 686]
- paragraph: সংবিধানের মূলনীতি, মৌলিক অধিকার ও নাগরিক স্বাধীনতার প্রশ্নে কোনো আপস নয় বলেও মন্তব্য করেন তিনি। বিচার বিভাগের পূর্ণ স্বাধীনতা নিশ্চিত করার ওপরও গুরুত্বারোপ করেন এই বিশ্লেষক। সাংবিধানিক নিয়োগে স্বচ্ছতা আনতে স্বাধীন কমিশন গঠনের পরামর্শও দেন তিনি।: [373, 311, 520, 395]
- paragraph: বক্তারা বলেন, সাইবার জগতে নারীরাই বেশি হয়রানির শিকার হচ্ছেন। ভুয়া আইডি খুলে ব্যক্তিগত ছবি ও তথ্য ছড়িয়ে দেওয়া হচ্ছে। আইনশৃঙ্খলা বাহিনীর কাছে অভিযোগ করেও অনেকে প্রতিকার পাচ্ছেন না।: [1034, 257, 1192, 316]
- floating-city-text: [1375, 1693, 1527, 2111]
- paragraph: মহাসচিব মির্জা ফখরুল ইসলাম আলমগীর বলেন, জনগণের ভোটাধিকার প্রতিষ্ঠার সংগ্রামে বিএনপির হাজারো নেতাকর্মী জীবন দিয়েছেন, গুম-খুনের শিকার হয়েছেন। তাদের আত্মত্যাগ কোনোভাবেই বৃথা যেতে দেওয়া হবে না।: [865, 865, 1020, 936]
- paragraph: সংবিধানের মূলনীতি, মৌলিক অধিকার ও নাগরিক স্বাধীনতার প্রশ্নে কোনো আপস নয় বলেও মন্তব্য করেন তিনি। বিচার বিভাগের পূর্ণ স্বাধীনতা নিশ্চিত করার ওপরও গুরুত্বারোপ করেন এই বিশ্লেষক। সাংবিধানিক নিয়োগে স্বচ্ছতা আনতে স্বাধীন কমিশন গঠনের পরামর্শও দেন তিনি।: [57, 127, 362, 1509]
- constitution-body: [57, 126, 520, 2391]
- paragraph: নয়া দিগন্ত : ফ্যাসিবাদী শাসনামলে সংবিধানকে যেভাবে ব্যবহার করা হয়েছে, সে বিষয়ে আপনার পর্যবেক্ষণ কী? সাংবিধানিক প্রতিষ্ঠানগুলোর অবস্থা তখন কেমন ছিল বলে মনে করেন?: [215, 385, 362, 444]
- paragraph: নয়া দিগন্ত : গণভোটের মাধ্যমে সংস্কার প্রস্তাব অনুমোদনের যে আলোচনা চলছে, তা কতটা বাস্তবসম্মত বলে আপনি মনে করেন?: [373, 1209, 520, 1257]
- speaker-label: নয়া দিগন্ত :: [226, 1197, 283, 1208]
- paragraph: রোগীর চাপ সামাল দিতে হাসপাতাল প্রাঙ্গণে অতিরিক্ত কান্টেইনার ওয়ার্ড চালু করা হয়েছে। সেখানে শয্যা, স্যালাইনসহ প্রয়োজনীয় চিকিৎসা সরঞ্জাম রাখা হয়েছে।: [533, 2248, 685, 2295]
- paragraph: ১৯৭৮ সালের ১ সেপ্টেম্বর শহীদ রাষ্ট্রপতি জিয়াউর রহমান বাংলাদেশ জাতীয়তাবাদী দল-বিএনপি প্রতিষ্ঠা করেন। বহুদলীয় গণতন্ত্র পুনঃপ্রতিষ্ঠার অঙ্গীকার নিয়ে যাত্রা শুরু করা দলটি আজ প্রতিষ্ঠার ৪৭ বছর পূর্ণ করছে।: [865, 668, 1020, 727]
- continued-from-notice: শেষ পৃষ্ঠার পর: [533, 1375, 585, 1386]
- paragraph: প্রতিষ্ঠাবার্ষিকী উপলক্ষে দলটি মাসব্যাপী কর্মসূচি ঘোষণা করেছে। এর মধ্যে রয়েছে আলোচনা সভা, র‌্যালি, বৃক্ষরোপণ, দুস্থদের মাঝে খাদ্য বিতরণ ও রক্তদান কর্মসূচি। কেন্দ্রীয় কার্যালয়সহ সারা দেশে দলীয় পতাকা উত্তোলন করা হবে।: [865, 188, 1020, 259]
- paragraph: জাতীয় মানবাধিকার কমিশনও এ ঘটনায় গভীর উদ্বেগ প্রকাশ করেছে। কমিশনের পক্ষ থেকে ঘটনার পূর্ণাঙ্গ তদন্ত এবং দোষীদের দৃষ্টান্তমূলক শাস্তি নিশ্চিত করার তাগিদ দেওয়া হয়েছে।: [1375, 324, 1527, 382]
- tie-record-body: [699, 1871, 1020, 2392]
- paragraph: তিনি আরো বলেন, ফ্যাসিবাদী শাসনের পতনের পর দেশ এখন একটি গুরুত্বপূর্ণ সন্ধিক্ষণে দাঁড়িয়ে। দ্রুত নির্বাচনের মাধ্যমে জনগণের সরকার প্রতিষ্ঠাই এখন সময়ের দাবি। এ জন্য সব গণতান্ত্রিক শক্তিকে ঐক্যবদ্ধ থাকতে হবে।: [865, 939, 1020, 1011]
- paragraph: প্রতিষ্ঠাবার্ষিকী উপলক্ষে দলটি মাসব্যাপী কর্মসূচি ঘোষণা করেছে। এর মধ্যে রয়েছে আলোচনা সভা, র‌্যালি, বৃক্ষরোপণ, দুস্থদের মাঝে খাদ্য বিতরণ ও রক্তদান কর্মসূচি। কেন্দ্রীয় কার্যালয়সহ সারা দেশে দলীয় পতাকা উত্তোলন করা হবে।: [533, 208, 685, 279]
- paragraph: নাজমুল হাসান : গত দেড় দশকে সংবিধানকে একটি দলের ম্যানুয়েলে পরিণত করা হয়েছিল। ক্ষমতা কুক্ষিগত করার জন্য একের পর এক সংশোধনী আনা হয়। জনগণের মতামতের কোনো প্রতিফলন সেখানে ছিল না। বিচার বিভাগ, নির্বাচন কমিশনসহ সাংবিধানিক প্রতিষ্ঠানগুলোকে দলীয়করণ করা হয়েছে। ফলে রাষ্ট্রের ভারসাম্য সম্পূর্ণ ভেঙে পড়ে।: [215, 447, 362, 555]
- bnp47-text: [533, 145, 685, 958]
- paragraph: জাতীয় মানবাধিকার কমিশনও এ ঘটনায় গভীর উদ্বেগ প্রকাশ করেছে। কমিশনের পক্ষ থেকে ঘটনার পূর্ণাঙ্গ তদন্ত এবং দোষীদের দৃষ্টান্তমূলক শাস্তি নিশ্চিত করার তাগিদ দেওয়া হয়েছে।: [1034, 1070, 1192, 1130]
- paragraph: বিশ্ববিদ্যালয়ের প্রক্টর বলেন, শিক্ষার্থীদের নিরাপত্তা নিশ্চিত করতে প্রশাসন বদ্ধপরিকর। অভিযুক্তদের বিরুদ্ধে তদন্ত কমিটি গঠন করা হয়েছে। প্রতিবেদন পাওয়ার পর কঠোর ব্যবস্থা নেওয়া হবে।: [1375, 200, 1527, 259]
- paragraph: দলের জ্যেষ্ঠ নেতারা বলেন, দীর্ঘ আন্দোলন-সংগ্রামের মধ্য দিয়ে অর্জিত গণতন্ত্রকে প্রাতিষ্ঠানিক রূপ দিতে হলে জনগণের ভোটে নির্বাচিত সরকারের কোনো বিকল্প নেই।: [533, 1393, 685, 1452]
- bnp47-body-col1: [533, 126, 685, 1338]
- paragraph: তিনি আরো বলেন, অতীতে প্রতিটি সংশোধনী এসেছে ক্ষমতাসীনদের সুবিধা বিবেচনায়। এবারই প্রথম জনগণের অংশগ্রহণে সংস্কারের সুযোগ তৈরি হয়েছে। এ সুযোগ কাজে লাগাতে রাজনৈতিক সদিচ্ছার বিকল্প নেই বলে মন্তব্য করেন তিনি।: [215, 1111, 362, 1195]
- bnp47-text: [699, 126, 1020, 1012]
- speaker-label: নাজমুল হাসান :: [226, 447, 301, 458]
- paragraph: নয়া দিগন্ত : সংবিধান সংস্কার কমিশনের সুপারিশগুলো নিয়ে রাজনৈতিক দলগুলোর মধ্যে ঐকমত্য কতটা সম্ভব বলে মনে করেন? আলোচনার অগ্রগতি কেমন?: [57, 318, 204, 365]
- speaker-label: নাজমুল হাসান :: [226, 606, 302, 617]
- paragraph: বক্তারা বলেন, সাইবার জগতে নারীরাই বেশি হয়রানির শিকার হচ্ছেন। ভুয়া আইডি খুলে ব্যক্তিগত ছবি ও তথ্য ছড়িয়ে দেওয়া হচ্ছে। আইনশৃঙ্খলা বাহিনীর কাছে অভিযোগ করেও অনেকে প্রতিকার পাচ্ছেন না।: [1203, 989, 1361, 1048]
- paragraph: সংবিধানের মূলনীতি, মৌলিক অধিকার ও নাগরিক স্বাধীনতার প্রশ্নে কোনো আপস নয় বলেও মন্তব্য করেন তিনি। বিচার বিভাগের পূর্ণ স্বাধীনতা নিশ্চিত করার ওপরও গুরুত্বারোপ করেন এই বিশ্লেষক। সাংবিধানিক নিয়োগে স্বচ্ছতা আনতে স্বাধীন কমিশন গঠনের পরামর্শও দেন তিনি।: [215, 890, 362, 973]
- page-number: ১৩: [1468, 1, 1524, 47]
- paragraph: দলটির ভারপ্রাপ্ত চেয়ারম্যান তারেক রহমান প্রতিষ্ঠাবার্ষিকীতে দেশবাসীকে শুভেচ্ছা জানিয়ে বাণী দিয়েছেন। বাণীতে তিনি গণতন্ত্র পুনরুদ্ধারের আন্দোলনে সব শহীদের প্রতি গভীর শ্রদ্ধা জানান।: [699, 606, 855, 666]
- paragraph: নাজমুল হাসান : গণভোট একটি গণতান্ত্রিক প্রক্রিয়া। জনগণের সরাসরি রায়ের মধ্য দিয়ে সংস্কার বাস্তবায়িত হলে তার বৈধতা নিয়ে প্রশ্ন তোলার সুযোগ থাকবে না। তবে সময়সূচি ও পদ্ধতি নিয়ে সব পক্ষের সাথে আলোচনা প্রয়োজন। তাড়াহুড়া করলে হিতে বিপরীত হতে পারে।: [373, 1258, 520, 1342]
- paragraph: নয়া দিগন্ত : তত্ত্বাবধায়ক সরকারব্যবস্থা ফিরিয়ে আনার দাবি উঠেছে। এ বিষয়ে আপনার অবস্থান কী?: [57, 1351, 204, 1387]
- paragraph: নয়া দিগন্ত : সংবিধান সংস্কার কমিশনের সুপারিশগুলো নিয়ে রাজনৈতিক দলগুলোর মধ্যে ঐকমত্য কতটা সম্ভব বলে মনে করেন? আলোচনার অগ্রগতি কেমন?: [373, 791, 520, 837]
- speaker-label: নাজমুল হাসান :: [384, 1049, 454, 1060]
- paragraph: জাতীয় মানবাধিকার কমিশনও এ ঘটনায় গভীর উদ্বেগ প্রকাশ করেছে। কমিশনের পক্ষ থেকে ঘটনার পূর্ণাঙ্গ তদন্ত এবং দোষীদের দৃষ্টান্তমূলক শাস্তি নিশ্চিত করার তাগিদ দেওয়া হয়েছে।: [1034, 578, 1192, 636]
- speaker-label: নয়া দিগন্ত :: [69, 539, 111, 550]
- paragraph: মনোবিজ্ঞানীরা বলছেন, সাইবার বুলিংয়ের শিকার কিশোর-কিশোরীরা হতাশা, উদ্বেগ ও আত্মহত্যাপ্রবণতায় ভোগে। পরিবার ও শিক্ষাপ্রতিষ্ঠানকে এ বিষয়ে সচেতন ও সক্রিয় ভূমিকা রাখতে হবে।: [1375, 570, 1527, 629]
- bnp47-body-col23: [699, 126, 1020, 1595]
- paragraph: মনোবিজ্ঞানীরা বলছেন, সাইবার বুলিংয়ের শিকার কিশোর-কিশোরীরা হতাশা, উদ্বেগ ও আত্মহত্যাপ্রবণতায় ভোগে। পরিবার ও শিক্ষাপ্রতিষ্ঠানকে এ বিষয়ে সচেতন ও সক্রিয় ভূমিকা রাখতে হবে।: [1034, 1305, 1192, 1364]
- paragraph: তিনি বলেন, রাষ্ট্রের তিনটি অঙ্গের মধ্যে ভারসাম্য ফিরিয়ে আনতে হলে প্রধানমন্ত্রীর একচ্ছত্র ক্ষমতা কমাতে হবে। পাশাপাশি সংসদে বিরোধী দলের কার্যকর ভূমিকা নিশ্চিত করতে হবে। স্থানীয় সরকারকে শক্তিশালী করাও জরুরি।: [373, 938, 520, 1010]
- paragraph: ১৯৭৫ সালের রাজনৈতিক পটপরিবর্তনের পর ক্ষমতায় আসা জিয়াউর রহমান একদলীয় শাসনব্যবস্থা বাতিল করে বহুদলীয় গণতন্ত্রের পথ খুলে দেন। সংবাদপত্রের স্বাধীনতা ফিরিয়ে দেন এবং অর্থনীতিতে উন্মুক্ত বাজারনীতি চালু করেন।: [865, 471, 1020, 543]
- paragraph: বিশ্বের প্রথম ভাসমান শহর গড়ে তোলার পরিকল্পনা নিয়ে কাজ শুরু হয়েছে। সমুদ্রপৃষ্ঠের উচ্চতা বৃদ্ধির ঝুঁকিতে থাকা উপকূলীয় দেশগুলোর জন্য এটি হতে পারে বিকল্প আবাসনের মডেল।: [1375, 1694, 1527, 1753]
- cyber-body-col12: [1034, 126, 1361, 2391]
- headline-peoples-govt: জনগণের সরকার প্রতিষ্ঠা: [542, 1351, 677, 1367]
- speaker-label: নাজমুল হাসান :: [226, 1418, 302, 1429]
- paragraph: সভায় বক্তারা দ্রব্যমূল্যের ঊর্ধ্বগতি নিয়ন্ত্রণ, আইনশৃঙ্খলা পরিস্থিতির উন্নয়ন এবং শ্রমবাজার সম্প্রসারণে কার্যকর পদক্ষেপ নেওয়ার আহ্বান জানান।: [533, 1578, 685, 1625]
- paragraph: রাজধানীসহ সারা দেশে বর্ণাঢ্য র‌্যালির প্রস্তুতি নিয়েছে দলটির বিভিন্ন অঙ্গ ও সহযোগী সংগঠন। নয়াপল্টনের কেন্দ্রীয় কার্যালয়ের সামনে থেকে র‌্যালি শুরু হয়ে রাজধানীর গুরুত্বপূর্ণ সড়ক প্রদক্ষিণ করবে।: [865, 545, 1020, 604]
- paragraph: ১৯৭৫ সালের রাজনৈতিক পটপরিবর্তনের পর ক্ষমতায় আসা জিয়াউর রহমান একদলীয় শাসনব্যবস্থা বাতিল করে বহুদলীয় গণতন্ত্রের পথ খুলে দেন। সংবাদপত্রের স্বাধীনতা ফিরিয়ে দেন এবং অর্থনীতিতে উন্মুক্ত বাজারনীতি চালু করেন।: [699, 815, 855, 887]
- paragraph: নেতারা আরো বলেন, জনগণের সরকার প্রতিষ্ঠিত হলে আইনের শাসন, মানবাধিকার ও অর্থনৈতিক স্থিতিশীলতা ফিরে আসবে। দেশী-বিদেশী বিনিয়োগকারীদের আস্থাও বাড়বে।: [533, 1516, 685, 1575]
- paragraph: আয়োজকরা জানান, নির্ধারিত সময়ে অংশগ্রহণকারীরা একযোগে টাই পরে দাঁড়িয়ে যান। স্বেচ্ছাসেবকরা গণনা শেষে সংখ্যা নিশ্চিত করেন। যাচাই-বাছাই শেষে আনুষ্ঠানিক স্বীকৃতি মিলবে বলে আশা করা হচ্ছে।: [865, 1871, 1020, 1931]
- paragraph: বিশ্ববিদ্যালয়ের প্রক্টর বলেন, শিক্ষার্থীদের নিরাপত্তা নিশ্চিত করতে প্রশাসন বদ্ধপরিকর। অভিযুক্তদের বিরুদ্ধে তদন্ত কমিটি গঠন করা হয়েছে। প্রতিবেদন পাওয়ার পর কঠোর ব্যবস্থা নেওয়া হবে।: [1203, 200, 1361, 259]
- paragraph: একসাথে সর্বাধিক মানুষ টাই পরে গিনেস ওয়ার্ল্ড রেকর্ডে নাম লেখানোর আয়োজন করা হয় রাজধানীর একটি কনভেনশন সেন্টারে। এতে কয়েক হাজার শিক্ষার্থী ও পেশাজীবী অংশ নেন।: [699, 2113, 855, 2172]
- speaker-label: নাজমুল হাসান :: [384, 447, 462, 458]
- article-constitution: [57, 85, 520, 2391]
- paragraph: নাজমুল হাসান : জাতীয় ঐকমত্য কমিশনের আলোচনায় অনেক মৌলিক বিষয়ে দলগুলো একমত হয়েছে। তবে কিছু বিষয়ে মতপার্থক্য এখনো রয়ে গেছে। গণতান্ত্রিক উত্তরণের স্বার্থে সবাইকে ছাড় দেওয়ার মানসিকতা নিয়ে এগিয়ে আসতে হবে বলে আমি মনে করি। না হলে অর্জিত সুযোগ হাতছাড়া হয়ে যেতে পারে।: [373, 840, 520, 936]
- paragraph: বক্তারা বলেন, সাইবার জগতে নারীরাই বেশি হয়রানির শিকার হচ্ছেন। ভুয়া আইডি খুলে ব্যক্তিগত ছবি ও তথ্য ছড়িয়ে দেওয়া হচ্ছে। আইনশৃঙ্খলা বাহিনীর কাছে অভিযোগ করেও অনেকে প্রতিকার পাচ্ছেন না।: [1375, 508, 1527, 568]
- paragraph: নয়া দিগন্ত : সংবিধান সংস্কার কমিশনের সুপারিশগুলো নিয়ে রাজনৈতিক দলগুলোর মধ্যে ঐকমত্য কতটা সম্ভব বলে মনে করেন? আলোচনার অগ্রগতি কেমন?: [215, 557, 362, 604]
- paragraph: বক্তারা বলেন, সাইবার জগতে নারীরাই বেশি হয়রানির শিকার হচ্ছেন। ভুয়া আইডি খুলে ব্যক্তিগত ছবি ও তথ্য ছড়িয়ে দেওয়া হচ্ছে। আইনশৃঙ্খলা বাহিনীর কাছে অভিযোগ করেও অনেকে প্রতিকার পাচ্ছেন না।: [1203, 496, 1361, 556]
- paragraph: নাজমুল হাসান : নির্দলীয় সরকারের অধীনে নির্বাচন আমাদের বাস্তবতায় এখনো প্রাসঙ্গিক। অতীত অভিজ্ঞতা বলছে, দলীয় সরকারের অধীনে সুষ্ঠু নির্বাচন সম্ভব হয়নি। তাই জনআকাঙ্ক্ষার প্রতি শ্রদ্ধা রেখে এ ব্যবস্থা সংবিধানে অন্তর্ভুক্ত করা উচিত।: [57, 1388, 204, 1460]
- paragraph: মানববন্ধন শেষে শিক্ষার্থীরা উপাচার্য বরাবর স্মারকলিপি দেন। এতে সাইবার বুলিং প্রতিরোধে আলাদা আইন প্রণয়ন, দ্রুত বিচার ট্রাইব্যুনাল গঠন ও সচেতনতামূলক কর্মসূচির দাবি জানানো হয়।: [1375, 767, 1527, 826]
- right-columns: [1034, 126, 1527, 2391]
- paragraph: প্রকৌশলীরা বলছেন, ঢেউ ও জলোচ্ছ্বাস সামলাতে বিশেষ প্রযুক্তি ব্যবহার করা হবে। বৃষ্টির পানি সংরক্ষণ ও সামুদ্রিক শৈবাল চাষের মাধ্যমে খাদ্য চাহিদার একটি অংশ মেটানো হবে।: [1375, 1816, 1527, 1876]
- speaker-label: নাজমুল হাসান :: [69, 1179, 144, 1190]
- speaker-label: নাজমুল হাসান :: [226, 815, 297, 826]
- article-bnp47: [533, 85, 1020, 2391]
- article-religion-pakistan: [699, 1601, 1020, 1828]
- paragraph: সাক্ষাৎকালে দুই দেশের ধর্মীয় সম্প্রীতি, হজ ব্যবস্থাপনা ও সাংস্কৃতিক বিনিময় নিয়ে আলোচনা হয়। পারস্পরিক সহযোগিতা বাড়ানোর বিষয়ে উভয় পক্ষ একমত হয়।: [699, 1703, 855, 1750]
- continued-from-notice: ১ম পৃষ্ঠার পর: [57, 128, 105, 138]
- paragraph: ১৯৭৮ সালের ১ সেপ্টেম্বর শহীদ রাষ্ট্রপতি জিয়াউর রহমান বাংলাদেশ জাতীয়তাবাদী দল-বিএনপি প্রতিষ্ঠা করেন। বহুদলীয় গণতন্ত্র পুনঃপ্রতিষ্ঠার অঙ্গীকার নিয়ে যাত্রা শুরু করা দলটি আজ প্রতিষ্ঠার ৪৭ বছর পূর্ণ করছে।: [533, 146, 685, 205]
- paragraph: মানববন্ধন শেষে শিক্ষার্থীরা উপাচার্য বরাবর স্মারকলিপি দেন। এতে সাইবার বুলিং প্রতিরোধে আলাদা আইন প্রণয়ন, দ্রুত বিচার ট্রাইব্যুনাল গঠন ও সচেতনতামূলক কর্মসূচির দাবি জানানো হয়।: [1203, 1248, 1361, 1307]
- paragraph: পুলিশের সাইবার ক্রাইম ইউনিটের এক কর্মকর্তা জানান, অভিযোগ পাওয়ার সাথে সাথে ব্যবস্থা নেওয়া হচ্ছে। প্রযুক্তির অপব্যবহার রোধে বিশেষ সেল কাজ করছে। ভুক্তভোগীদের দ্রুত অভিযোগ জানানোর আহ্বান জানান তিনি।: [1034, 380, 1192, 452]
- speaker-label: নাজমুল হাসান :: [69, 786, 146, 797]
- paragraph: প্রকৌশলীরা বলছেন, ঢেউ ও জলোচ্ছ্বাস সামলাতে বিশেষ প্রযুক্তি ব্যবহার করা হবে। বৃষ্টির পানি সংরক্ষণ ও সামুদ্রিক শৈবাল চাষের মাধ্যমে খাদ্য চাহিদার একটি অংশ মেটানো হবে।: [1375, 2051, 1527, 2110]
- paragraph: মানববন্ধন শেষে শিক্ষার্থীরা উপাচার্য বরাবর স্মারকলিপি দেন। এতে সাইবার বুলিং প্রতিরোধে আলাদা আইন প্রণয়ন, দ্রুত বিচার ট্রাইব্যুনাল গঠন ও সচেতনতামূলক কর্মসূচির দাবি জানানো হয়।: [1203, 261, 1361, 321]
- paragraph: নয়া দিগন্ত : গণভোটের মাধ্যমে সংস্কার প্রস্তাব অনুমোদনের যে আলোচনা চলছে, তা কতটা বাস্তবসম্মত বলে আপনি মনে করেন?: [215, 976, 362, 1023]
- paragraph: সংবিধানের মূলনীতি, মৌলিক অধিকার ও নাগরিক স্বাধীনতার প্রশ্নে কোনো আপস নয় বলেও মন্তব্য করেন তিনি। বিচার বিভাগের পূর্ণ স্বাধীনতা নিশ্চিত করার ওপরও গুরুত্বারোপ করেন এই বিশ্লেষক। সাংবিধানিক নিয়োগে স্বচ্ছতা আনতে স্বাধীন কমিশন গঠনের পরামর্শও দেন তিনি।: [373, 1123, 520, 1207]
- paragraph: পুলিশের সাইবার ক্রাইম ইউনিটের এক কর্মকর্তা জানান, অভিযোগ পাওয়ার সাথে সাথে ব্যবস্থা নেওয়া হচ্ছে। প্রযুক্তির অপব্যবহার রোধে বিশেষ সেল কাজ করছে। ভুক্তভোগীদের দ্রুত অভিযোগ জানানোর আহ্বান জানান তিনি।: [1034, 873, 1192, 944]
- speaker-label: নয়া দিগন্ত :: [226, 163, 272, 174]
- headline-constitution: সংবিধান ফ্যাসিবাদের ম্যানুয়েলে: [137, 87, 440, 114]
- logo-text-top: নয়া: [69, 15, 91, 31]
- paragraph: নাজমুল হাসান : গত দেড় দশকে সংবিধানকে একটি দলের ম্যানুয়েলে পরিণত করা হয়েছিল। ক্ষমতা কুক্ষিগত করার জন্য একের পর এক সংশোধনী আনা হয়। জনগণের মতামতের কোনো প্রতিফলন সেখানে ছিল না। বিচার বিভাগ, নির্বাচন কমিশনসহ সাংবিধানিক প্রতিষ্ঠানগুলোকে দলীয়করণ করা হয়েছে। ফলে রাষ্ট্রের ভারসাম্য সম্পূর্ণ ভেঙে পড়ে।: [57, 208, 204, 315]
- paragraph: দিবসটি উপলক্ষে জাতীয়তাবাদী মুক্তিযোদ্ধা দল, যুবদল, স্বেচ্ছাসেবক দল, কৃষক দল, মহিলা দলসহ বিভিন্ন সংগঠন পৃথক পৃথক কর্মসূচি পালন করবে বলে দলীয় সূত্রে জানা গেছে।: [699, 951, 855, 1011]
- paragraph: ঢাকা বিশ্ববিদ্যালয়ের কেন্দ্রীয় গ্রন্থাগারের সামনে গতকাল অনুষ্ঠিত মানববন্ধনে শিক্ষার্থীরা বলেন, সামাজিক যোগাযোগমাধ্যমে হয়রানি এখন ভয়াবহ রূপ নিয়েছে; অথচ কার্যকর প্রতিকার মিলছে না।: [1375, 952, 1527, 1011]
- paragraph: পুলিশের সাইবার ক্রাইম ইউনিটের এক কর্মকর্তা জানান, অভিযোগ পাওয়ার সাথে সাথে ব্যবস্থা নেওয়া হচ্ছে। প্রযুক্তির অপব্যবহার রোধে বিশেষ সেল কাজ করছে। ভুক্তভোগীদের দ্রুত অভিযোগ জানানোর আহ্বান জানান তিনি।: [1203, 1113, 1361, 1184]
- paragraph: চিকিৎসকরা জানান, গরম বাড়ার সাথে সাথে পানিবাহিত রোগের প্রকোপ বেড়েছে। প্রতিদিন শত শত রোগী ভর্তি হচ্ছে। বাড়তি রোগীর চিকিৎসা নিশ্চিত করতেই এ ব্যবস্থা নেওয়া হয়েছে।: [533, 2137, 685, 2196]
- paragraph: নয়া দিগন্ত : ফ্যাসিবাদী শাসনামলে সংবিধানকে যেভাবে ব্যবহার করা হয়েছে, সে বিষয়ে আপনার পর্যবেক্ষণ কী? সাংবিধানিক প্রতিষ্ঠানগুলোর অবস্থা তখন কেমন ছিল বলে মনে করেন?: [57, 146, 204, 205]
- paragraph: নয়া দিগন্ত : তত্ত্বাবধায়ক সরকারব্যবস্থা ফিরিয়ে আনার দাবি উঠেছে। এ বিষয়ে আপনার অবস্থান কী?: [57, 539, 204, 574]
- speaker-label: নয়া দিগন্ত :: [69, 958, 126, 968]
- paragraph: নাজমুল হাসান : গণভোট একটি গণতান্ত্রিক প্রক্রিয়া। জনগণের সরাসরি রায়ের মধ্য দিয়ে সংস্কার বাস্তবায়িত হলে তার বৈধতা নিয়ে প্রশ্ন তোলার সুযোগ থাকবে না। তবে সময়সূচি ও পদ্ধতি নিয়ে সব পক্ষের সাথে আলোচনা প্রয়োজন। তাড়াহুড়া করলে হিতে বিপরীত হতে পারে।: [215, 1025, 362, 1109]
- speaker-label: নাজমুল হাসান :: [69, 208, 143, 218]
- paragraph: ১৯৭৫ সালের রাজনৈতিক পটপরিবর্তনের পর ক্ষমতায় আসা জিয়াউর রহমান একদলীয় শাসনব্যবস্থা বাতিল করে বহুদলীয় গণতন্ত্রের পথ খুলে দেন। সংবাদপত্রের স্বাধীনতা ফিরিয়ে দেন এবং অর্থনীতিতে উন্মুক্ত বাজারনীতি চালু করেন।: [533, 490, 685, 562]
- paragraph: দলটির ভারপ্রাপ্ত চেয়ারম্যান তারেক রহমান প্রতিষ্ঠাবার্ষিকীতে দেশবাসীকে শুভেচ্ছা জানিয়ে বাণী দিয়েছেন। বাণীতে তিনি গণতন্ত্র পুনরুদ্ধারের আন্দোলনে সব শহীদের প্রতি গভীর শ্রদ্ধা জানান।: [533, 823, 685, 882]
- headline-icddr-container: আইসিডিডিলোতে কান্টেইনার: [538, 2047, 681, 2061]
- speaker-label: নয়া দিগন্ত :: [384, 1431, 442, 1441]
- paragraph: ১৯৭৮ সালের ১ সেপ্টেম্বর শহীদ রাষ্ট্রপতি জিয়াউর রহমান বাংলাদেশ জাতীয়তাবাদী দল-বিএনপি প্রতিষ্ঠা করেন। বহুদলীয় গণতন্ত্র পুনঃপ্রতিষ্ঠার অঙ্গীকার নিয়ে যাত্রা শুরু করা দলটি আজ প্রতিষ্ঠার ৪৭ বছর পূর্ণ করছে।: [865, 127, 1020, 185]
- paragraph: সাইবার বুলিংয়ের শিকার হয়ে এক শিক্ষার্থীর আত্মহত্যার ঘটনায় উত্তাল হয়ে উঠেছে ক্যাম্পাস। বিচারের দাবিতে সোচ্চার হয়েছেন শিক্ষার্থী, শিক্ষকসহ বিভিন্ন শ্রেণি-পেশার মানুষ।: [1375, 385, 1527, 444]
- paragraph: তিনি আরো বলেন, ফ্যাসিবাদী শাসনের পতনের পর দেশ এখন একটি গুরুত্বপূর্ণ সন্ধিক্ষণে দাঁড়িয়ে। দ্রুত নির্বাচনের মাধ্যমে জনগণের সরকার প্রতিষ্ঠাই এখন সময়ের দাবি। এ জন্য সব গণতান্ত্রিক শক্তিকে ঐক্যবদ্ধ থাকতে হবে।: [865, 397, 1020, 469]
- paragraph: নয়া দিগন্ত : তত্ত্বাবধায়ক সরকারব্যবস্থা ফিরিয়ে আনার দাবি উঠেছে। এ বিষয়ে আপনার অবস্থান কী?: [373, 1012, 520, 1047]
- paragraph: ১৯৭৮ সালের ১ সেপ্টেম্বর শহীদ রাষ্ট্রপতি জিয়াউর রহমান বাংলাদেশ জাতীয়তাবাদী দল-বিএনপি প্রতিষ্ঠা করেন। বহুদলীয় গণতন্ত্র পুনঃপ্রতিষ্ঠার অঙ্গীকার নিয়ে যাত্রা শুরু করা দলটি আজ প্রতিষ্ঠার ৪৭ বছর পূর্ণ করছে।: [699, 471, 855, 530]
- paragraph: নাজমুল হাসান : গত দেড় দশকে সংবিধানকে একটি দলের ম্যানুয়েলে পরিণত করা হয়েছিল। ক্ষমতা কুক্ষিগত করার জন্য একের পর এক সংশোধনী আনা হয়। জনগণের মতামতের কোনো প্রতিফলন সেখানে ছিল না। বিচার বিভাগ, নির্বাচন কমিশনসহ সাংবিধানিক প্রতিষ্ঠানগুলোকে দলীয়করণ করা হয়েছে। ফলে রাষ্ট্রের ভারসাম্য সম্পূর্ণ ভেঙে পড়ে।: [373, 681, 520, 788]
- paragraph: নাজমুল হাসান : নির্দলীয় সরকারের অধীনে নির্বাচন আমাদের বাস্তবতায় এখনো প্রাসঙ্গিক। অতীত অভিজ্ঞতা বলছে, দলীয় সরকারের অধীনে সুষ্ঠু নির্বাচন সম্ভব হয়নি। তাই জনআকাঙ্ক্ষার প্রতি শ্রদ্ধা রেখে এ ব্যবস্থা সংবিধানে অন্তর্ভুক্ত করা উচিত।: [57, 577, 204, 648]
- paragraph: রাজধানীসহ সারা দেশে বর্ণাঢ্য র‌্যালির প্রস্তুতি নিয়েছে দলটির বিভিন্ন অঙ্গ ও সহযোগী সংগঠন। নয়াপল্টনের কেন্দ্রীয় কার্যালয়ের সামনে থেকে র‌্যালি শুরু হয়ে রাজধানীর গুরুত্বপূর্ণ সড়ক প্রদক্ষিণ করবে।: [699, 348, 855, 407]
- paragraph: মহাসচিব মির্জা ফখরুল ইসলাম আলমগীর বলেন, জনগণের ভোটাধিকার প্রতিষ্ঠার সংগ্রামে বিএনপির হাজারো নেতাকর্মী জীবন দিয়েছেন, গুম-খুনের শিকার হয়েছেন। তাদের আত্মত্যাগ কোনোভাবেই বৃথা যেতে দেওয়া হবে না।: [533, 885, 685, 956]
- speaker-label: নয়া দিগন্ত :: [69, 1351, 111, 1362]
- paragraph: বিশ্ববিদ্যালয়ের প্রক্টর বলেন, শিক্ষার্থীদের নিরাপত্তা নিশ্চিত করতে প্রশাসন বদ্ধপরিকর। অভিযুক্তদের বিরুদ্ধে তদন্ত কমিটি গঠন করা হয়েছে। প্রতিবেদন পাওয়ার পর কঠোর ব্যবস্থা নেওয়া হবে।: [1203, 693, 1361, 752]
- paragraph: দিবসটি উপলক্ষে জাতীয়তাবাদী মুক্তিযোদ্ধা দল, যুবদল, স্বেচ্ছাসেবক দল, কৃষক দল, মহিলা দলসহ বিভিন্ন সংগঠন পৃথক পৃথক কর্মসূচি পালন করবে বলে দলীয় সূত্রে জানা গেছে।: [865, 606, 1020, 666]
- icddr-container-text: [533, 2087, 685, 2296]
- paragraph: রাজধানীসহ সারা দেশে বর্ণাঢ্য র‌্যালির প্রস্তুতি নিয়েছে দলটির বিভিন্ন অঙ্গ ও সহযোগী সংগঠন। নয়াপল্টনের কেন্দ্রীয় কার্যালয়ের সামনে থেকে র‌্যালি শুরু হয়ে রাজধানীর গুরুত্বপূর্ণ সড়ক প্রদক্ষিণ করবে।: [699, 890, 855, 949]
- paragraph: মহাসচিব মির্জা ফখরুল ইসলাম আলমগীর বলেন, জনগণের ভোটাধিকার প্রতিষ্ঠার সংগ্রামে বিএনপির হাজারো নেতাকর্মী জীবন দিয়েছেন, গুম-খুনের শিকার হয়েছেন। তাদের আত্মত্যাগ কোনোভাবেই বৃথা যেতে দেওয়া হবে না।: [699, 668, 855, 739]
- paragraph: নয়া দিগন্ত : ফ্যাসিবাদী শাসনামলে সংবিধানকে যেভাবে ব্যবহার করা হয়েছে, সে বিষয়ে আপনার পর্যবেক্ষণ কী? সাংবিধানিক প্রতিষ্ঠানগুলোর অবস্থা তখন কেমন ছিল বলে মনে করেন?: [215, 1197, 362, 1257]
- paragraph: জাতীয় মানবাধিকার কমিশনও এ ঘটনায় গভীর উদ্বেগ প্রকাশ করেছে। কমিশনের পক্ষ থেকে ঘটনার পূর্ণাঙ্গ তদন্ত এবং দোষীদের দৃষ্টান্তমূলক শাস্তি নিশ্চিত করার তাগিদ দেওয়া হয়েছে।: [1203, 324, 1361, 382]
- paragraph: দলটির ভারপ্রাপ্ত চেয়ারম্যান তারেক রহমান প্রতিষ্ঠাবার্ষিকীতে দেশবাসীকে শুভেচ্ছা জানিয়ে বাণী দিয়েছেন। বাণীতে তিনি গণতন্ত্র পুনরুদ্ধারের আন্দোলনে সব শহীদের প্রতি গভীর শ্রদ্ধা জানান।: [865, 261, 1020, 321]
- page-content: [57, 85, 1527, 2391]
- paragraph: মানববন্ধন শেষে শিক্ষার্থীরা উপাচার্য বরাবর স্মারকলিপি দেন। এতে সাইবার বুলিং প্রতিরোধে আলাদা আইন প্রণয়ন, দ্রুত বিচার ট্রাইব্যুনাল গঠন ও সচেতনতামূলক কর্মসূচির দাবি জানানো হয়।: [1034, 1009, 1192, 1068]
- speaker-label: নয়া দিগন্ত :: [226, 779, 269, 789]
- paragraph: ঢাকা বিশ্ববিদ্যালয়ের কেন্দ্রীয় গ্রন্থাগারের সামনে গতকাল অনুষ্ঠিত মানববন্ধনে শিক্ষার্থীরা বলেন, সামাজিক যোগাযোগমাধ্যমে হয়রানি এখন ভয়াবহ রূপ নিয়েছে; অথচ কার্যকর প্রতিকার মিলছে না।: [1375, 447, 1527, 506]
- paragraph: ধর্ম উপদেষ্টার সাথে সৌজন্য সাক্ষাৎ করেছেন ঢাকায় নিযুক্ত পাকিস্তানের হাইকমিশনার। সচিবালয়ে ধর্ম মন্ত্রণালয়ের দপ্তরে এ সাক্ষাৎ অনুষ্ঠিত হয়।: [699, 1654, 855, 1700]
- paragraph: ঢাকা বিশ্ববিদ্যালয়ের কেন্দ্রীয় গ্রন্থাগারের সামনে গতকাল অনুষ্ঠিত মানববন্ধনে শিক্ষার্থীরা বলেন, সামাজিক যোগাযোগমাধ্যমে হয়রানি এখন ভয়াবহ রূপ নিয়েছে; অথচ কার্যকর প্রতিকার মিলছে না।: [1034, 1181, 1192, 1241]
- paragraph: তিনি বলেন, রাষ্ট্রের তিনটি অঙ্গের মধ্যে ভারসাম্য ফিরিয়ে আনতে হলে প্রধানমন্ত্রীর একচ্ছত্র ক্ষমতা কমাতে হবে। পাশাপাশি সংসদে বিরোধী দলের কার্যকর ভূমিকা নিশ্চিত করতে হবে। স্থানীয় সরকারকে শক্তিশালী করাও জরুরি।: [215, 704, 362, 776]
- headline-floating-city: ভাসমান শহর!: [1375, 1668, 1463, 1686]
- newspaper-logo: [59, 10, 185, 72]
- middle-columns-2-3: [692, 126, 1020, 2391]
- speaker-label: নাজমুল হাসান :: [226, 213, 305, 224]
- paragraph: তিনি বলেন, রাষ্ট্রের তিনটি অঙ্গের মধ্যে ভারসাম্য ফিরিয়ে আনতে হলে প্রধানমন্ত্রীর একচ্ছত্র ক্ষমতা কমাতে হবে। পাশাপাশি সংসদে বিরোধী দলের কার্যকর ভূমিকা নিশ্চিত করতে হবে। স্থানীয় সরকারকে শক্তিশালী করাও জরুরি।: [57, 1277, 204, 1349]
- paragraph: নাজমুল হাসান : গত দেড় দশকে সংবিধানকে একটি দলের ম্যানুয়েলে পরিণত করা হয়েছিল। ক্ষমতা কুক্ষিগত করার জন্য একের পর এক সংশোধনী আনা হয়। জনগণের মতামতের কোনো প্রতিফলন সেখানে ছিল না। বিচার বিভাগ, নির্বাচন কমিশনসহ সাংবিধানিক প্রতিষ্ঠানগুলোকে দলীয়করণ করা হয়েছে। ফলে রাষ্ট্রের ভারসাম্য সম্পূর্ণ ভেঙে পড়ে।: [215, 1258, 362, 1367]
- tie-record-text: [699, 1871, 1020, 2173]
- paragraph: বিশ্ববিদ্যালয়ের প্রক্টর বলেন, শিক্ষার্থীদের নিরাপত্তা নিশ্চিত করতে প্রশাসন বদ্ধপরিকর। অভিযুক্তদের বিরুদ্ধে তদন্ত কমিটি গঠন করা হয়েছে। প্রতিবেদন পাওয়ার পর কঠোর ব্যবস্থা নেওয়া হবে।: [1375, 705, 1527, 765]
- speaker-label: নয়া দিগন্ত :: [69, 146, 126, 156]
